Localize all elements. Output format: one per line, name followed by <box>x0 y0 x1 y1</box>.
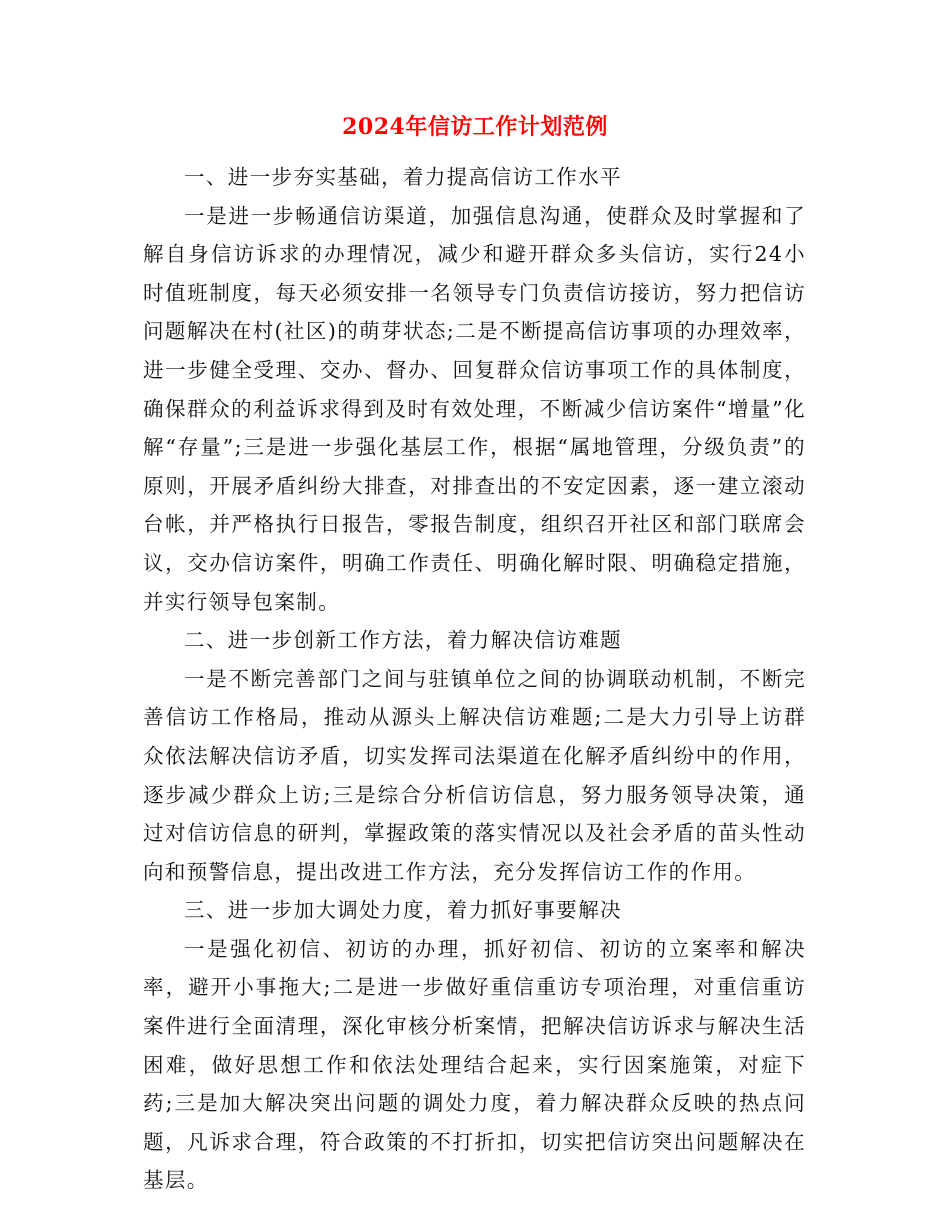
section-paragraph-3: 一是强化初信、初访的办理，抓好初信、初访的立案率和解决率，避开小事拖大;二是进一步做好重信重访专项治理，对重信重访案件进行全面清理，深化审核分析案情，把解决信访诉求与解决生活困难，做好思想工作和依法处理结合起来，实行因案施策，对症下药;三是加大解决突出问题的调处力度，着力解决群众反映的热点问题，凡诉求合理，符合政策的不打折扣，切实把信访突出问题解决在基层。 <box>143 936 806 1193</box>
document-body <box>143 158 806 1200</box>
section-heading-1: 一、进一步夯实基础，着力提高信访工作水平 <box>184 165 622 189</box>
document-title: 2024年信访工作计划范例 <box>342 114 608 140</box>
section-heading-3: 三、进一步加大调处力度，着力抓好事要解决 <box>184 898 622 923</box>
section-paragraph-1: 一是进一步畅通信访渠道，加强信息沟通，使群众及时掌握和了解自身信访诉求的办理情况，减少和避开群众多头信访，实行24小时值班制度，每天必须安排一名领导专门负责信访接访，努力把信访问题解决在村(社区)的萌芽状态;二是不断提高信访事项的办理效率，进一步健全受理、交办、督办、回复群众信访事项工作的具体制度，确保群众的利益诉求得到及时有效处理，不断减少信访案件“增量”化解“存量”;三是进一步强化基层工作，根据“属地管理，分级负责”的原则，开展矛盾纠纷大排查，对排查出的不安定因素，逐一建立滚动台帐，并严格执行日报告，零报告制度，组织召开社区和部门联席会议，交办信访案件，明确工作责任、明确化解时限、明确稳定措施，并实行领导包案制。 <box>143 203 806 614</box>
section-heading-2: 二、进一步创新工作方法，着力解决信访难题 <box>184 628 622 653</box>
section-paragraph-2: 一是不断完善部门之间与驻镇单位之间的协调联动机制，不断完善信访工作格局，推动从源头上解决信访难题;二是大力引导上访群众依法解决信访矛盾，切实发挥司法渠道在化解矛盾纠纷中的作用，逐步减少群众上访;三是综合分析信访信息，努力服务领导决策，通过对信访信息的研判，掌握政策的落实情况以及社会矛盾的苗头性动向和预警信息，提出改进工作方法，充分发挥信访工作的作用。 <box>143 666 806 884</box>
